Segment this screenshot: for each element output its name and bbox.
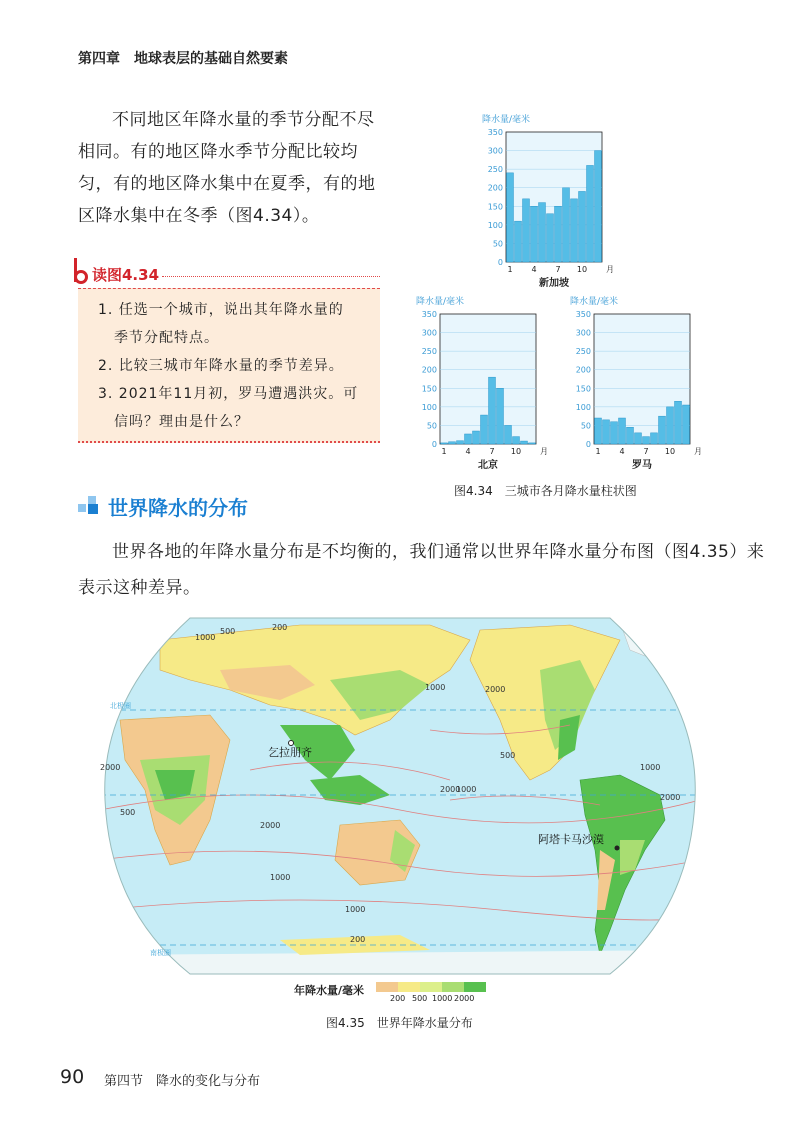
bar-11 xyxy=(587,165,594,262)
y-tick-label: 200 xyxy=(421,365,437,375)
y-tick-label: 150 xyxy=(575,384,591,394)
antarctic-circle-label: 南极圈 xyxy=(150,949,171,957)
footer-section: 第四节 降水的变化与分布 xyxy=(104,1074,261,1089)
x-tick-label: 4 xyxy=(465,447,471,456)
bar-3 xyxy=(611,422,618,444)
bar-7 xyxy=(643,437,650,444)
y-tick-label: 100 xyxy=(421,402,437,412)
cherrapunji-marker xyxy=(289,741,294,746)
y-tick-label: 350 xyxy=(575,310,591,319)
chart-ylabel: 降水量/毫米 xyxy=(416,297,465,307)
bar-1 xyxy=(595,418,602,444)
section-title-text: 世界降水的分布 xyxy=(108,496,248,520)
x-axis-label: 月 xyxy=(606,265,614,274)
y-tick-label: 250 xyxy=(487,165,503,175)
legend-value-200: 200 xyxy=(390,994,406,1003)
bar-8 xyxy=(497,388,504,444)
question-list xyxy=(78,288,380,443)
bar-9 xyxy=(505,425,512,444)
legend-value-2000: 2000 xyxy=(454,994,475,1003)
bar-12 xyxy=(683,405,690,444)
y-tick-label: 300 xyxy=(421,328,437,338)
isohyet-label-1000: 1000 xyxy=(195,633,216,642)
bar-5 xyxy=(627,427,634,444)
isohyet-label-500: 500 xyxy=(220,627,236,636)
isohyet-label-1000d: 1000 xyxy=(345,905,366,914)
isohyet-label-1000c: 1000 xyxy=(270,873,291,882)
rome-chart xyxy=(566,294,706,472)
chart-ylabel: 降水量/毫米 xyxy=(570,297,619,307)
legend-swatch-1 xyxy=(376,982,398,992)
bar-6 xyxy=(481,415,488,444)
bar-12 xyxy=(595,151,602,262)
section-title xyxy=(78,492,248,521)
y-tick-label: 50 xyxy=(426,421,437,431)
y-tick-label: 100 xyxy=(575,402,591,412)
bar-9 xyxy=(659,416,666,444)
question-2: 2. 比较三城市年降水量的季节差异。 xyxy=(98,358,344,374)
bar-3 xyxy=(457,441,464,444)
isohyet-label-2000b: 2000 xyxy=(100,763,121,772)
bar-1 xyxy=(507,173,514,262)
y-tick-label: 50 xyxy=(580,421,591,431)
y-tick-label: 0 xyxy=(585,440,591,449)
question-1b: 季节分配特点。 xyxy=(114,330,219,346)
bar-7 xyxy=(555,206,562,262)
section-bullet-icon xyxy=(78,494,100,516)
arctic-circle-label: 北极圈 xyxy=(110,702,131,710)
intro-paragraph: 不同地区年降水量的季节分配不尽相同。有的地区降水季节分配比较均匀，有的地区降水集中在夏季，有的地区降水集中在冬季（图4.34）。 xyxy=(78,110,376,226)
legend-swatch-5 xyxy=(464,982,486,992)
map-legend-title: 年降水量/毫米 xyxy=(294,984,365,997)
y-tick-label: 350 xyxy=(487,128,503,137)
chapter-header: 第四章 地球表层的基础自然要素 xyxy=(78,51,288,67)
bar-6 xyxy=(635,433,642,444)
isohyet-label-2000e: 2000 xyxy=(660,793,681,802)
cherrapunji-label: 乞拉朋齐 xyxy=(268,746,312,759)
read-figure-box xyxy=(74,264,380,446)
bar-10 xyxy=(667,407,674,444)
atacama-label: 阿塔卡马沙漠 xyxy=(538,833,604,846)
question-3a: 3. 2021年11月初，罗马遭遇洪灾。可 xyxy=(98,386,359,402)
map-legend-bar xyxy=(376,982,486,992)
plot-area xyxy=(440,314,536,444)
isohyet-label-2000c: 2000 xyxy=(260,821,281,830)
x-tick-label: 10 xyxy=(576,265,588,274)
x-tick-label: 7 xyxy=(555,265,561,274)
beijing-chart xyxy=(412,294,552,472)
legend-swatch-3 xyxy=(420,982,442,992)
y-tick-label: 200 xyxy=(575,365,591,375)
x-tick-label: 1 xyxy=(507,265,513,274)
y-tick-label: 300 xyxy=(487,146,503,156)
bar-4 xyxy=(619,418,626,444)
y-tick-label: 300 xyxy=(575,328,591,338)
bar-5 xyxy=(539,203,546,262)
x-tick-label: 1 xyxy=(595,447,601,456)
y-tick-label: 350 xyxy=(421,310,437,319)
figure-434-caption: 图4.34 三城市各月降水量柱状图 xyxy=(454,484,637,498)
isohyet-label-2000: 2000 xyxy=(485,685,506,694)
isohyet-label-200: 200 xyxy=(272,623,288,632)
isohyet-label-1000b: 1000 xyxy=(425,683,446,692)
x-axis-label: 月 xyxy=(694,447,702,456)
bar-3 xyxy=(523,199,530,262)
bar-11 xyxy=(521,441,528,444)
x-tick-label: 4 xyxy=(619,447,625,456)
body-paragraph-2: 世界各地的年降水量分布是不均衡的，我们通常以世界年降水量分布图（图4.35）来表示这种差异。 xyxy=(78,542,765,598)
figure-435-caption: 图4.35 世界年降水量分布 xyxy=(326,1016,473,1030)
bar-10 xyxy=(579,191,586,262)
question-3b: 信吗？理由是什么？ xyxy=(114,414,249,430)
legend-value-1000: 1000 xyxy=(432,994,453,1003)
y-tick-label: 50 xyxy=(492,239,503,249)
bar-5 xyxy=(473,431,480,444)
chart-ylabel: 降水量/毫米 xyxy=(482,115,531,125)
question-1a: 1. 任选一个城市，说出其年降水量的 xyxy=(98,302,344,318)
y-tick-label: 250 xyxy=(421,347,437,357)
isohyet-label-2000d: 2000 xyxy=(440,785,461,794)
atacama-marker xyxy=(615,846,620,851)
x-tick-label: 7 xyxy=(643,447,649,456)
x-tick-label: 10 xyxy=(664,447,676,456)
bar-10 xyxy=(513,437,520,444)
bar-4 xyxy=(531,206,538,262)
chart-title: 新加坡 xyxy=(539,278,569,289)
x-tick-label: 1 xyxy=(441,447,447,456)
x-tick-label: 4 xyxy=(531,265,537,274)
world-precipitation-map xyxy=(100,610,700,990)
chart-title: 北京 xyxy=(478,460,498,471)
isohyet-label-500c: 500 xyxy=(500,751,516,760)
y-tick-label: 200 xyxy=(487,183,503,193)
x-tick-label: 7 xyxy=(489,447,495,456)
y-tick-label: 0 xyxy=(431,440,437,449)
x-tick-label: 10 xyxy=(510,447,522,456)
bar-2 xyxy=(515,221,522,262)
bar-8 xyxy=(651,433,658,444)
isohyet-label-1000e: 1000 xyxy=(456,785,477,794)
chart-title: 罗马 xyxy=(632,460,652,471)
isohyet-label-1000f: 1000 xyxy=(640,763,661,772)
y-tick-label: 250 xyxy=(575,347,591,357)
read-box-title xyxy=(74,264,159,285)
bar-6 xyxy=(547,214,554,262)
bar-11 xyxy=(675,401,682,444)
bar-2 xyxy=(603,420,610,444)
bar-8 xyxy=(563,188,570,262)
isohyet-label-500b: 500 xyxy=(120,808,136,817)
bar-4 xyxy=(465,434,472,444)
page-number: 90 xyxy=(60,1066,85,1088)
bar-12 xyxy=(529,443,536,444)
y-tick-label: 150 xyxy=(487,202,503,212)
bar-9 xyxy=(571,199,578,262)
legend-value-500: 500 xyxy=(412,994,428,1003)
y-tick-label: 100 xyxy=(487,220,503,230)
y-tick-label: 0 xyxy=(497,258,503,267)
legend-swatch-4 xyxy=(442,982,464,992)
bar-7 xyxy=(489,377,496,444)
y-tick-label: 150 xyxy=(421,384,437,394)
legend-swatch-2 xyxy=(398,982,420,992)
x-axis-label: 月 xyxy=(540,447,548,456)
isohyet-label-200b: 200 xyxy=(350,935,366,944)
singapore-chart xyxy=(478,112,618,290)
bar-2 xyxy=(449,442,456,444)
bar-1 xyxy=(441,443,448,444)
read-box-title-text: 读图4.34 xyxy=(92,266,160,284)
